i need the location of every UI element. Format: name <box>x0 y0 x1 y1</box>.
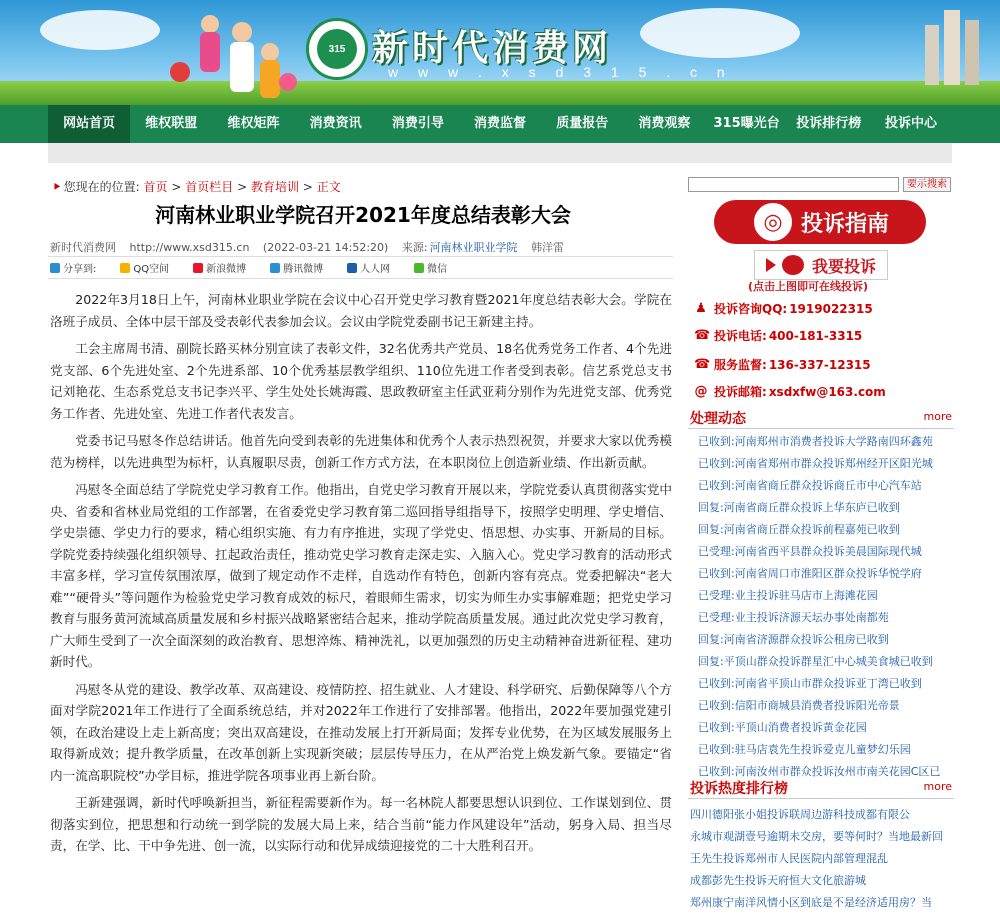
cloud-decoration <box>40 10 160 50</box>
breadcrumb-current[interactable]: 正文 <box>316 180 341 194</box>
share-label-item <box>50 260 108 275</box>
phone-icon: ☎ <box>694 357 711 372</box>
dynamics-status: 回复: <box>698 655 724 668</box>
nav-item[interactable]: 投诉排行榜 <box>796 116 862 131</box>
logo-mark: 315 <box>317 29 357 69</box>
sub-bar <box>48 143 952 163</box>
dynamics-header <box>688 408 954 429</box>
qq-penguin-icon: ♟ <box>695 301 707 316</box>
dynamics-status: 回复: <box>698 523 724 536</box>
contact-label: 投诉电话: <box>714 329 767 343</box>
article-title: 河南林业职业学院召开2021年度总结表彰大会 <box>155 203 571 227</box>
nav-items <box>48 105 952 143</box>
article-paragraph: 冯慰冬全面总结了学院党史学习教育工作。他指出，自党史学习教育开展以来，学院党委认真贯彻落实党中央、省委和省林业局党组的工作部署，在省委党史学习教育第二巡回指导组指导下，按照学史明理、学史增信、学史崇德、学史力行的要求，精心组织实施、有力有序推进，实现了学党史、悟思想、办实事、开新局的目标。学院党委持续强化组织领导、扛起政治责任，推动党史学习教育走深走实、入脑入心。党史学习教育的活动形式丰富多样，学习宣传氛围浓厚，做到了规定动作不走样，自选动作有特色，创新内容有亮点。党委把解决“老大难”“硬骨头”等问题作为检验党史学习教育成效的标尺，着眼师生需求，切实为师生办实事解难题；把党史学习教育与服务黄河流域高质量发展和乡村振兴战略紧密结合起来，推动学院高质量发展。通过此次党史学习教育，广大师生受到了一次全面深刻的政治教育、思想淬炼、精神洗礼，以更加强烈的历史主动精神奋进新征程、建功新时代。 <box>50 482 672 669</box>
divider <box>48 278 673 279</box>
dynamics-text: 河南省周口市淮阳区群众投诉华悦学府 <box>734 567 922 580</box>
dynamics-status: 已受理: <box>698 589 735 602</box>
nav-item[interactable]: 投诉中心 <box>884 116 937 131</box>
complain-note: (点击上图即可在线投诉) <box>748 280 869 293</box>
at-icon: @ <box>694 384 708 399</box>
breadcrumb-sep: > <box>171 180 182 194</box>
complain-button[interactable] <box>754 250 888 280</box>
dynamics-item[interactable] <box>698 673 954 695</box>
dynamics-status: 已收到: <box>698 721 735 734</box>
ranking-header <box>688 778 954 799</box>
contact-qq <box>694 300 873 317</box>
share-item-label: 人人网 <box>360 264 391 275</box>
dynamics-status: 已收到: <box>698 743 735 756</box>
meta-source-label: 来源: <box>401 241 428 254</box>
ranking-item[interactable]: 永城市观湖壹号逾期未交房，要等何时？当地最新回 <box>690 830 943 843</box>
dynamics-status: 已收到: <box>698 677 735 690</box>
contact-phone <box>694 327 862 344</box>
breadcrumb-home[interactable]: 首页 <box>143 180 168 194</box>
site-title: 新时代消费网 <box>372 27 613 68</box>
family-illustration <box>150 2 300 104</box>
phone-icon: ☎ <box>694 328 711 343</box>
meta-url: http://www.xsd315.cn <box>129 241 250 254</box>
swirl-logo-icon: ◎ <box>751 200 795 244</box>
share-platform-icon <box>270 263 280 273</box>
breadcrumb <box>52 178 341 195</box>
dynamics-text: 信阳市商城县消费者投诉阳光帝景 <box>734 699 900 712</box>
share-item[interactable] <box>270 260 335 275</box>
dynamics-item[interactable] <box>698 519 954 541</box>
dynamics-text: 河南汝州市群众投诉汝州市南关花园C区已 <box>734 765 941 778</box>
dynamics-item[interactable] <box>698 585 954 607</box>
share-platform-icon <box>120 263 130 273</box>
contact-supervision <box>694 356 871 373</box>
nav-item[interactable]: 315曝光台 <box>713 116 780 131</box>
dynamics-item[interactable] <box>698 739 954 761</box>
dynamics-item[interactable] <box>698 651 954 673</box>
dynamics-list <box>698 431 954 783</box>
article-paragraph: 王新建强调，新时代呼唤新担当，新征程需要新作为。每一名林院人都要思想认识到位、工作谋划到位、贯彻落实到位，把思想和行动统一到学院的发展大局上来，结合当前“能力作风建设年”活动，躬身入局、担当尽责，在学、比、干中争先进、创一流，以实际行动和优异成绩迎接党的二十大胜利召开。 <box>50 795 672 853</box>
dynamics-text: 平顶山消费者投诉黄金花园 <box>734 721 867 734</box>
dynamics-status: 回复: <box>698 633 724 646</box>
dynamics-status: 已收到: <box>698 765 735 778</box>
contact-label: 投诉邮箱: <box>714 385 767 399</box>
guide-label: 投诉指南 <box>800 211 889 237</box>
dynamics-text: 河南省平顶山市群众投诉亚丁湾已收到 <box>734 677 922 690</box>
share-platform-icon <box>414 263 424 273</box>
dynamics-item[interactable] <box>698 541 954 563</box>
dynamics-status: 已收到: <box>698 699 735 712</box>
dynamics-item[interactable] <box>698 497 954 519</box>
article-paragraph: 工会主席周书清、副院长路买林分别宣读了表彰文件，32名优秀共产党员、18名优秀党务工作者、4个先进党支部、6个先进处室、2个先进系部、10个优秀基层教学组织、110位先进工作者受到表彰。信艺系党总支书记刘艳花、生态系党总支书记李兴平、学生处处长姚海霞、思政教研室主任武亚莉分别作为先进党支部、优秀党务工作者、先进处室、先进工作者代表发言。 <box>50 341 672 421</box>
nav-item[interactable]: 消费监督 <box>474 116 527 131</box>
dynamics-text: 河南省商丘群众投诉前程嘉苑已收到 <box>723 523 900 536</box>
nav-item[interactable]: 维权联盟 <box>145 116 198 131</box>
meta-site: 新时代消费网 <box>50 241 116 254</box>
nav-item[interactable]: 网站首页 <box>48 105 130 143</box>
dynamics-text: 河南郑州市消费者投诉大学路南四环鑫苑 <box>734 435 933 448</box>
share-platform-icon <box>347 263 357 273</box>
main-nav <box>0 105 1000 143</box>
ranking-item[interactable]: 四川德阳张小姐投诉联周边游科技成都有限公 <box>690 808 910 821</box>
dynamics-text: 业主投诉驻马店市上海滩花园 <box>734 589 878 602</box>
dynamics-item[interactable] <box>698 563 954 585</box>
contact-label: 投诉咨询QQ: <box>714 302 788 316</box>
search-input[interactable] <box>688 177 899 192</box>
dynamics-text: 河南省商丘群众投诉商丘市中心汽车站 <box>734 479 922 492</box>
dynamics-status: 已收到: <box>698 435 735 448</box>
contact-email <box>694 383 886 400</box>
breadcrumb-education[interactable]: 教育培训 <box>250 180 299 194</box>
article-meta <box>50 239 574 255</box>
share-item[interactable] <box>347 260 402 275</box>
share-item-label: 新浪微博 <box>206 264 247 275</box>
breadcrumb-prefix: 您现在的位置: <box>63 180 140 194</box>
dynamics-text: 业主投诉济源天坛办事处南都苑 <box>734 611 889 624</box>
meta-date: (2022-03-21 14:52:20) <box>262 241 389 254</box>
dynamics-text: 驻马店袁先生投诉爱克儿童梦幻乐园 <box>734 743 911 756</box>
dynamics-text: 河南省济源群众投诉公租房已收到 <box>723 633 889 646</box>
meta-source[interactable]: 河南林业职业学院 <box>429 241 518 254</box>
share-item-label: 微信 <box>427 264 448 275</box>
nav-item[interactable]: 消费资讯 <box>309 116 362 131</box>
ranking-title: 投诉热度排行榜 <box>690 781 788 797</box>
ranking-item[interactable]: 成都彭先生投诉天府恒大文化旅游城 <box>690 874 866 887</box>
nav-item[interactable]: 维权矩阵 <box>227 116 280 131</box>
ranking-item[interactable]: 郑州康宁南洋风情小区到底是不是经济适用房？当 <box>690 896 932 909</box>
dynamics-item[interactable] <box>698 453 954 475</box>
dynamics-text: 河南省郑州市群众投诉郑州经开区阳光城 <box>734 457 933 470</box>
dynamics-item[interactable] <box>698 695 954 717</box>
complaint-guide-banner[interactable] <box>714 200 926 244</box>
dynamics-status: 回复: <box>698 501 724 514</box>
header-banner <box>0 0 1000 105</box>
share-bar <box>50 260 471 275</box>
site-url: w w w . x s d 3 1 5 . c n <box>388 64 733 80</box>
meta-author: 韩洋雷 <box>531 241 565 254</box>
nav-item[interactable]: 消费观察 <box>638 116 691 131</box>
ranking-item[interactable]: 王先生投诉郑州市人民医院内部管理混乱 <box>690 852 888 865</box>
breadcrumb-column[interactable]: 首页栏目 <box>185 180 234 194</box>
nav-item[interactable]: 质量报告 <box>556 116 609 131</box>
dynamics-status: 已受理: <box>698 611 735 624</box>
dynamics-text: 平顶山群众投诉群星汇中心城美食城已收到 <box>723 655 933 668</box>
article-paragraph: 党委书记马慰冬作总结讲话。他首先向受到表彰的先进集体和优秀个人表示热烈祝贺，并要求大家以优秀模范为榜样，以先进典型为标杆，认真履职尽责，创新工作方式方法，在本职岗位上创造新业绩、作出新贡献。 <box>50 433 672 470</box>
article-paragraph: 2022年3月18日上午，河南林业职业学院在会议中心召开党史学习教育暨2021年度总结表彰大会。学院在洛班子成员、全体中层干部及受表彰代表参加会议。会议由学院党委副书记王新建主持。 <box>50 292 672 329</box>
share-item-label: QQ空间 <box>133 264 170 275</box>
dynamics-more-link[interactable]: more <box>923 410 952 423</box>
site-logo[interactable] <box>306 18 368 80</box>
dynamics-status: 已收到: <box>698 457 735 470</box>
dynamics-item[interactable] <box>698 717 954 739</box>
article-paragraph: 冯慰冬从党的建设、教学改革、双高建设、疫情防控、招生就业、人才建设、科学研究、后勤保障等八个方面对学院2021年工作进行了全面系统总结，并对2022年工作进行了安排部署。他指出，2022年要加强党建引领，在政治建设上走上新高度；突出双高建设，在推动发展上打开新局面；发挥专业优势，在为区域发展服务上取得新成效；提升教学质量，在改革创新上实现新突破；层层传导压力，在从严治党上焕发新气象。要锚定“省内一流高职院校”办学目标，推进学院各项事业再上新台阶。 <box>50 681 672 783</box>
contact-label: 服务监督: <box>714 358 767 372</box>
share-item[interactable] <box>414 260 459 275</box>
share-platform-icon <box>193 263 203 273</box>
contact-value[interactable]: 1919022315 <box>789 301 873 316</box>
share-item[interactable] <box>120 260 181 275</box>
share-item-label: 腾讯微博 <box>283 264 324 275</box>
dynamics-status: 已收到: <box>698 479 735 492</box>
contact-value[interactable]: 136-337-12315 <box>768 357 871 372</box>
breadcrumb-sep: > <box>302 180 313 194</box>
share-label: 分享到: <box>63 264 97 275</box>
dynamics-item[interactable] <box>698 607 954 629</box>
search-button[interactable]: 要示搜索 <box>903 177 951 192</box>
contact-value[interactable]: xsdxfw@163.com <box>768 384 886 399</box>
contact-value[interactable]: 400-181-3315 <box>768 328 863 343</box>
share-plus-icon <box>50 263 60 273</box>
ranking-more-link[interactable]: more <box>923 780 952 793</box>
dynamics-text: 河南省商丘群众投诉上华东庐已收到 <box>723 501 900 514</box>
fist-icon <box>782 255 804 275</box>
dynamics-text: 河南省西平县群众投诉美晨国际现代城 <box>734 545 922 558</box>
complain-label: 我要投诉 <box>811 256 876 276</box>
share-item[interactable] <box>193 260 258 275</box>
nav-item[interactable]: 消费引导 <box>391 116 444 131</box>
buildings-illustration <box>920 5 990 85</box>
breadcrumb-sep: > <box>237 180 248 194</box>
cloud-decoration <box>640 8 800 58</box>
dynamics-item[interactable] <box>698 629 954 651</box>
dynamics-status: 已受理: <box>698 545 735 558</box>
play-arrow-icon <box>766 258 776 272</box>
divider <box>48 256 673 257</box>
search-row <box>688 177 951 192</box>
dynamics-item[interactable] <box>698 431 954 453</box>
article-body <box>50 289 672 863</box>
breadcrumb-arrow-icon: ⯈ <box>52 180 62 194</box>
dynamics-status: 已收到: <box>698 567 735 580</box>
dynamics-item[interactable] <box>698 475 954 497</box>
dynamics-title: 处理动态 <box>690 411 746 427</box>
ranking-list <box>690 804 954 914</box>
